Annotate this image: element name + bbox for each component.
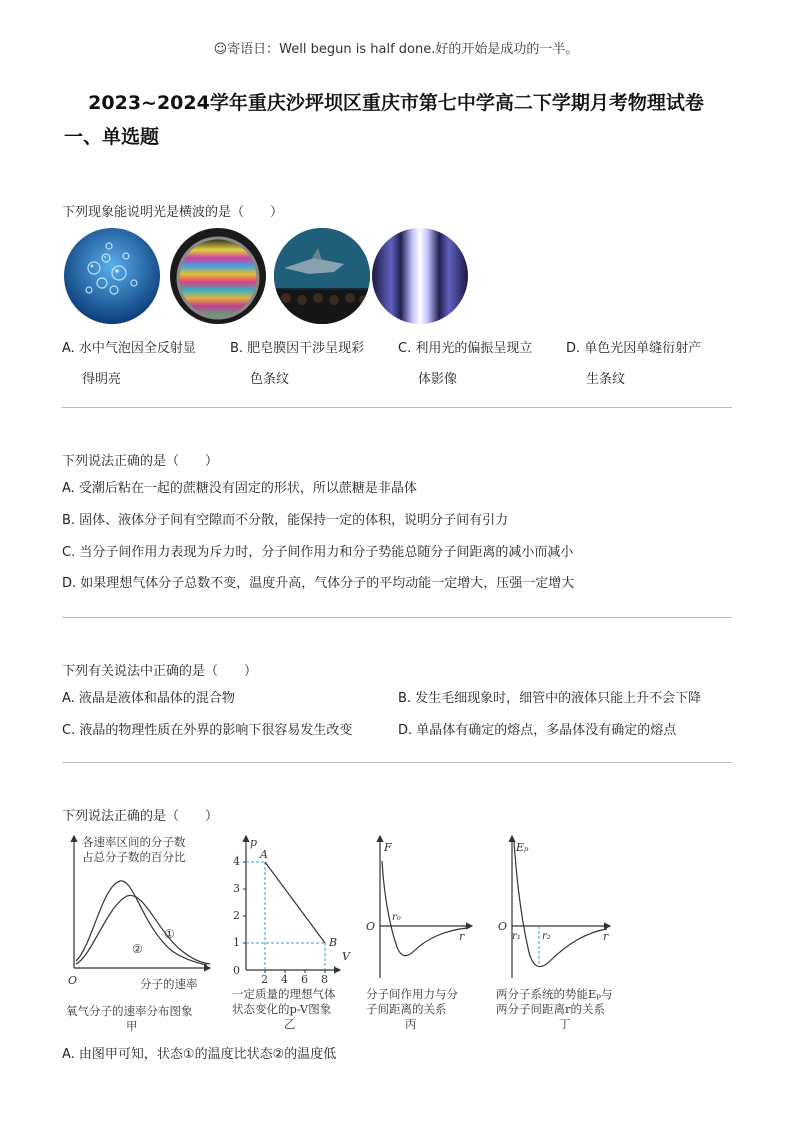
- ding-r1-label: r₁: [512, 931, 521, 942]
- q3-option-b[interactable]: B. 发生毛细现象时，细管中的液体只能上升不会下降: [398, 691, 702, 706]
- q1-option-c-line1: C. 利用光的偏振呈现立: [398, 341, 533, 356]
- section-heading: 一、单选题: [64, 126, 160, 148]
- 3d-cinema-image: [274, 228, 370, 324]
- page-title: 2023~2024学年重庆沙坪坝区重庆市第七中学高二下学期月考物理试卷: [88, 92, 704, 114]
- q3-option-d[interactable]: D. 单晶体有确定的熔点，多晶体没有确定的熔点: [398, 723, 677, 738]
- jia-curve1-label: ①: [164, 927, 175, 941]
- yi-point-b: B: [329, 936, 338, 949]
- figure-bing: [366, 836, 472, 1031]
- yi-xtick-4: 4: [281, 973, 288, 986]
- q2-stem: 下列说法正确的是（ ）: [62, 454, 219, 469]
- yi-p-label: p: [250, 836, 258, 849]
- ding-caption1: 两分子系统的势能Eₚ与: [496, 987, 613, 1001]
- yi-ytick-1: 1: [233, 936, 240, 949]
- bing-curve: [382, 861, 467, 956]
- divider: [62, 762, 732, 763]
- bing-caption2: 子间距离的关系: [366, 1002, 447, 1016]
- q4-stem: 下列说法正确的是（ ）: [62, 809, 219, 824]
- q1-option-d-line2: 生条纹: [586, 372, 626, 387]
- ding-curve: [514, 841, 607, 967]
- diffraction-image: [372, 228, 468, 324]
- q1-stem: 下列现象能说明光是横波的是（ ）: [62, 205, 284, 220]
- figure-ding: [496, 836, 613, 1031]
- ding-ep-label: Eₚ: [516, 841, 529, 854]
- ding-origin: O: [498, 920, 508, 933]
- yi-xtick-2: 2: [261, 973, 268, 986]
- ding-caption3: 丁: [559, 1017, 571, 1031]
- jia-caption: 氧气分子的速率分布图象: [66, 1004, 193, 1018]
- q2-option-c[interactable]: C. 当分子间作用力表现为斥力时，分子间作用力和分子势能总随分子间距离的减小而减小: [62, 545, 574, 560]
- q4-option-a[interactable]: A. 由图甲可知，状态①的温度比状态②的温度低: [62, 1047, 337, 1062]
- q1-option-b-line2: 色条纹: [250, 372, 290, 387]
- q1-option-d[interactable]: [566, 333, 716, 395]
- jia-ylabel1: 各速率区间的分子数: [82, 835, 186, 849]
- figure-yi: [232, 836, 351, 1031]
- ding-r2-label: r₂: [542, 931, 551, 942]
- q1-option-a-line2: 得明亮: [82, 372, 122, 387]
- bing-caption1: 分子间作用力与分: [366, 987, 458, 1001]
- yi-ytick-4: 4: [233, 855, 240, 868]
- yi-xtick-8: 8: [321, 973, 328, 986]
- jia-ylabel2: 占总分子数的百分比: [82, 850, 186, 864]
- jia-xlabel: 分子的速率: [140, 977, 198, 991]
- jia-origin: O: [68, 974, 78, 987]
- bing-caption3: 丙: [405, 1017, 417, 1031]
- q1-option-d-line1: D. 单色光因单缝衍射产: [566, 341, 702, 356]
- figure-jia: [66, 835, 210, 1033]
- ding-caption2: 两分子间距离r的关系: [496, 1002, 605, 1016]
- q1-option-c[interactable]: [398, 333, 548, 395]
- ding-r-label: r: [603, 930, 609, 943]
- yi-caption3: 乙: [284, 1017, 296, 1031]
- q3-option-c[interactable]: C. 液晶的物理性质在外界的影响下很容易发生改变: [62, 723, 353, 738]
- yi-caption1: 一定质量的理想气体: [232, 987, 336, 1001]
- q3-option-a[interactable]: A. 液晶是液体和晶体的混合物: [62, 691, 235, 706]
- yi-line-ab: [265, 862, 325, 943]
- soap-film-image: [170, 228, 266, 324]
- q1-option-a-line1: A. 水中气泡因全反射显: [62, 341, 196, 356]
- bubbles-image: [64, 228, 160, 324]
- yi-ytick-3: 3: [233, 882, 240, 895]
- yi-ytick-2: 2: [233, 909, 240, 922]
- jia-curve-1: [76, 895, 210, 964]
- q2-option-d[interactable]: D. 如果理想气体分子总数不变，温度升高，气体分子的平均动能一定增大，压强一定增大: [62, 576, 575, 591]
- q2-option-a[interactable]: A. 受潮后粘在一起的蔗糖没有固定的形状，所以蔗糖是非晶体: [62, 481, 417, 496]
- bing-f-label: F: [384, 841, 392, 854]
- divider: [62, 407, 732, 408]
- yi-ytick-0: 0: [233, 964, 240, 977]
- q1-option-c-line2: 体影像: [418, 372, 458, 387]
- q1-option-b-line1: B. 肥皂膜因干涉呈现彩: [230, 341, 365, 356]
- q1-option-b[interactable]: [230, 333, 380, 395]
- jia-curve2-label: ②: [132, 942, 143, 956]
- q3-stem: 下列有关说法中正确的是（ ）: [62, 664, 258, 679]
- q1-option-a[interactable]: [62, 333, 212, 395]
- yi-caption2: 状态变化的p-V图象: [232, 1002, 332, 1016]
- bing-origin: O: [366, 920, 376, 933]
- divider: [62, 617, 732, 618]
- yi-v-label: V: [342, 950, 350, 963]
- jia-caption-label: 甲: [126, 1019, 138, 1033]
- motto: ☺寄语日：Well begun is half done.好的开始是成功的一半。: [213, 42, 579, 57]
- yi-point-a: A: [260, 848, 268, 861]
- q4-figures: [62, 826, 642, 1040]
- bing-r-label: r: [459, 930, 465, 943]
- q2-option-b[interactable]: B. 固体、液体分子间有空隙而不分散，能保持一定的体积，说明分子间有引力: [62, 513, 509, 528]
- yi-xtick-6: 6: [301, 973, 308, 986]
- bing-r0-label: r₀: [392, 912, 401, 923]
